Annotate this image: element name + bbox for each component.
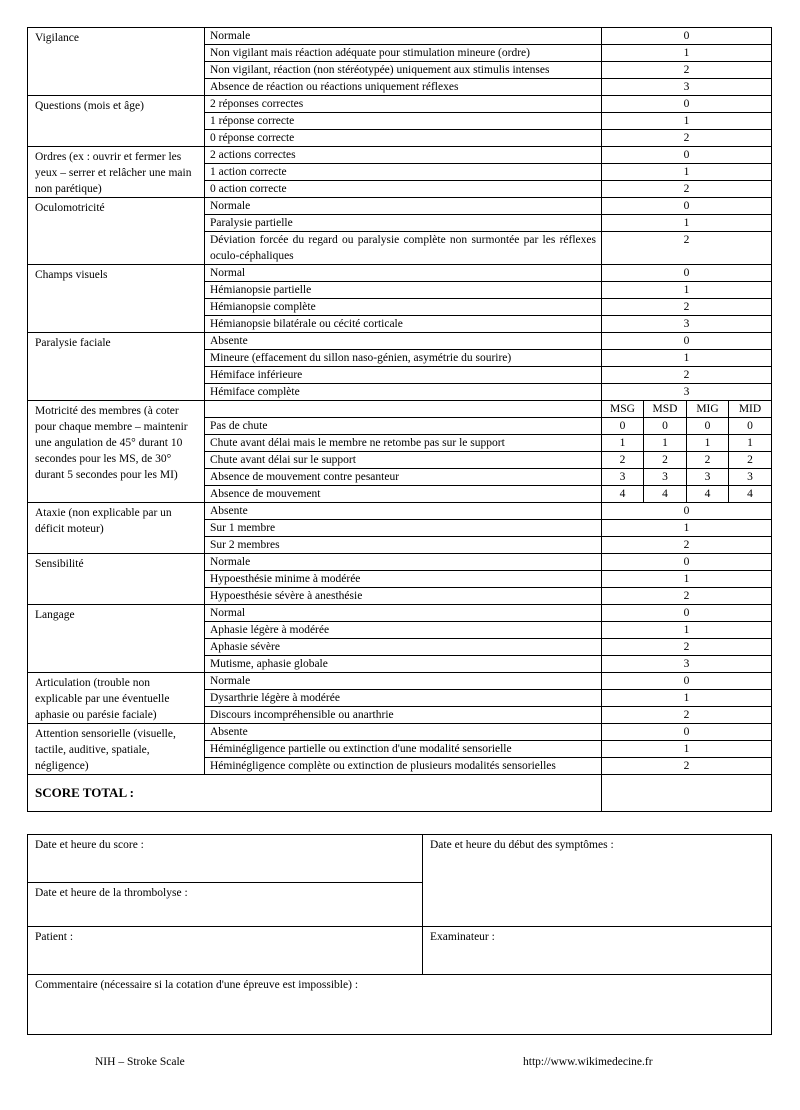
limb-header: MIG xyxy=(687,401,729,418)
limb-score[interactable]: 1 xyxy=(602,435,644,452)
limb-header: MSG xyxy=(602,401,644,418)
option-score[interactable]: 2 xyxy=(602,299,772,316)
option-description: Normal xyxy=(205,265,602,282)
score-datetime-field[interactable] xyxy=(28,835,423,883)
option-description: 1 action correcte xyxy=(205,164,602,181)
option-description: Non vigilant, réaction (non stéréotypée) uniquement aux stimulis intenses xyxy=(205,62,602,79)
option-description: Hémianopsie complète xyxy=(205,299,602,316)
criterion-label: Sensibilité xyxy=(28,554,205,605)
option-score[interactable]: 3 xyxy=(602,656,772,673)
option-description: Non vigilant mais réaction adéquate pour stimulation mineure (ordre) xyxy=(205,45,602,62)
patient-field[interactable] xyxy=(28,927,423,975)
option-score[interactable]: 0 xyxy=(602,724,772,741)
limb-score[interactable]: 3 xyxy=(687,469,729,486)
criterion-label: Oculomotricité xyxy=(28,198,205,265)
limb-score[interactable]: 2 xyxy=(644,452,687,469)
criterion-row xyxy=(28,503,772,520)
option-description: Hypoesthésie sévère à anesthésie xyxy=(205,588,602,605)
option-score[interactable]: 2 xyxy=(602,130,772,147)
option-description: Chute avant délai mais le membre ne retombe pas sur le support xyxy=(205,435,602,452)
option-description: Normale xyxy=(205,554,602,571)
criterion-row xyxy=(28,28,772,45)
criterion-label: Articulation (trouble non explicable par une éventuelle aphasie ou parésie faciale) xyxy=(28,673,205,724)
limb-score[interactable]: 3 xyxy=(602,469,644,486)
limb-score[interactable]: 1 xyxy=(687,435,729,452)
total-row xyxy=(28,775,772,812)
limb-score[interactable]: 4 xyxy=(644,486,687,503)
limb-score[interactable]: 3 xyxy=(644,469,687,486)
criterion-label: Champs visuels xyxy=(28,265,205,333)
option-score[interactable]: 3 xyxy=(602,384,772,401)
option-description: Normale xyxy=(205,673,602,690)
option-score[interactable]: 2 xyxy=(602,639,772,656)
option-score[interactable]: 1 xyxy=(602,282,772,299)
criterion-label: Ataxie (non explicable par un déficit moteur) xyxy=(28,503,205,554)
option-description: Aphasie légère à modérée xyxy=(205,622,602,639)
footer-url: http://www.wikimedecine.fr xyxy=(523,1056,653,1068)
option-description: Normal xyxy=(205,605,602,622)
limb-score[interactable]: 4 xyxy=(687,486,729,503)
option-score[interactable]: 1 xyxy=(602,571,772,588)
option-description: Hémianopsie bilatérale ou cécité corticale xyxy=(205,316,602,333)
criterion-row xyxy=(28,605,772,622)
criterion-row xyxy=(28,198,772,215)
criterion-row xyxy=(28,265,772,282)
option-score[interactable]: 0 xyxy=(602,198,772,215)
option-score[interactable]: 2 xyxy=(602,181,772,198)
option-score[interactable]: 2 xyxy=(602,232,772,265)
option-description: Chute avant délai sur le support xyxy=(205,452,602,469)
option-score[interactable]: 1 xyxy=(602,215,772,232)
option-description: 2 réponses correctes xyxy=(205,96,602,113)
limb-score[interactable]: 2 xyxy=(687,452,729,469)
exam-info-table xyxy=(27,834,772,1035)
option-description: Absence de réaction ou réactions uniquement réflexes xyxy=(205,79,602,96)
limb-score[interactable]: 1 xyxy=(644,435,687,452)
examiner-label: Examinateur : xyxy=(430,931,495,943)
option-score[interactable]: 1 xyxy=(602,113,772,130)
criterion-label: Questions (mois et âge) xyxy=(28,96,205,147)
option-score[interactable]: 3 xyxy=(602,79,772,96)
criterion-row xyxy=(28,673,772,690)
option-score[interactable]: 1 xyxy=(602,350,772,367)
limb-score[interactable]: 0 xyxy=(729,418,772,435)
criterion-row xyxy=(28,333,772,350)
option-score[interactable]: 2 xyxy=(602,758,772,775)
option-description: Aphasie sévère xyxy=(205,639,602,656)
limb-score[interactable]: 0 xyxy=(644,418,687,435)
limb-score[interactable]: 2 xyxy=(602,452,644,469)
option-score[interactable]: 2 xyxy=(602,62,772,79)
criterion-label: Vigilance xyxy=(28,28,205,96)
option-score[interactable]: 1 xyxy=(602,45,772,62)
limb-score[interactable]: 2 xyxy=(729,452,772,469)
criterion-row xyxy=(28,554,772,571)
nihss-score-table xyxy=(27,27,772,812)
option-description: Absence de mouvement contre pesanteur xyxy=(205,469,602,486)
option-description: Mineure (effacement du sillon naso-génien, asymétrie du sourire) xyxy=(205,350,602,367)
option-description: Pas de chute xyxy=(205,418,602,435)
criterion-label: Attention sensorielle (visuelle, tactile, auditive, spatiale, négligence) xyxy=(28,724,205,775)
option-description: 0 réponse correcte xyxy=(205,130,602,147)
patient-label: Patient : xyxy=(35,931,74,943)
option-description: Hémiface complète xyxy=(205,384,602,401)
option-score[interactable]: 1 xyxy=(602,741,772,758)
criterion-label: Motricité des membres (à coter pour chaque membre – maintenir une angulation de 45° durant 10 secondes pour les MS, de 30° durant 5 secondes pour les MI) xyxy=(28,401,205,503)
option-score[interactable]: 3 xyxy=(602,316,772,333)
option-description: 1 réponse correcte xyxy=(205,113,602,130)
limb-header: MID xyxy=(729,401,772,418)
criterion-label: Ordres (ex : ouvrir et fermer les yeux – serrer et relâcher une main non parétique) xyxy=(28,147,205,198)
option-score[interactable]: 0 xyxy=(602,96,772,113)
option-score[interactable]: 0 xyxy=(602,673,772,690)
option-score[interactable]: 1 xyxy=(602,164,772,181)
option-description: Absente xyxy=(205,333,602,350)
option-description: Mutisme, aphasie globale xyxy=(205,656,602,673)
option-description: Sur 1 membre xyxy=(205,520,602,537)
option-score[interactable]: 1 xyxy=(602,520,772,537)
option-score[interactable]: 0 xyxy=(602,28,772,45)
option-description: Normale xyxy=(205,28,602,45)
criterion-row xyxy=(28,96,772,113)
option-description: Discours incompréhensible ou anarthrie xyxy=(205,707,602,724)
criterion-row xyxy=(28,147,772,164)
option-score[interactable]: 0 xyxy=(602,147,772,164)
thrombolysis-datetime-label: Date et heure de la thrombolyse : xyxy=(35,887,188,899)
option-description: Héminégligence complète ou extinction de plusieurs modalités sensorielles xyxy=(205,758,602,775)
limb-score[interactable]: 3 xyxy=(729,469,772,486)
total-label: SCORE TOTAL : xyxy=(28,775,602,812)
option-description: Hypoesthésie minime à modérée xyxy=(205,571,602,588)
footer-title: NIH – Stroke Scale xyxy=(95,1056,185,1068)
limb-score[interactable]: 0 xyxy=(687,418,729,435)
limb-score[interactable]: 4 xyxy=(729,486,772,503)
limb-header: MSD xyxy=(644,401,687,418)
option-description: Dysarthrie légère à modérée xyxy=(205,690,602,707)
motor-header-row xyxy=(28,401,772,418)
option-description: 0 action correcte xyxy=(205,181,602,198)
option-description: Absente xyxy=(205,503,602,520)
option-score[interactable]: 2 xyxy=(602,537,772,554)
option-description: Déviation forcée du regard ou paralysie complète non surmontée par les réflexes oculo-céphaliques xyxy=(205,232,602,265)
option-score[interactable]: 0 xyxy=(602,265,772,282)
option-score[interactable]: 2 xyxy=(602,588,772,605)
onset-datetime-field[interactable] xyxy=(423,835,772,927)
option-description: Hémiface inférieure xyxy=(205,367,602,384)
limb-score[interactable]: 0 xyxy=(602,418,644,435)
score-datetime-label: Date et heure du score : xyxy=(35,839,144,851)
comment-field[interactable] xyxy=(28,975,772,1035)
option-score[interactable]: 0 xyxy=(602,554,772,571)
total-score-field[interactable] xyxy=(602,775,772,812)
comment-label: Commentaire (nécessaire si la cotation d'une épreuve est impossible) : xyxy=(35,979,359,991)
option-description: Absence de mouvement xyxy=(205,486,602,503)
option-description: Hémianopsie partielle xyxy=(205,282,602,299)
motor-header-blank xyxy=(205,401,602,418)
option-description: Paralysie partielle xyxy=(205,215,602,232)
option-score[interactable]: 0 xyxy=(602,503,772,520)
limb-score[interactable]: 4 xyxy=(602,486,644,503)
option-score[interactable]: 2 xyxy=(602,707,772,724)
option-description: Absente xyxy=(205,724,602,741)
option-description: Héminégligence partielle ou extinction d'une modalité sensorielle xyxy=(205,741,602,758)
option-description: 2 actions correctes xyxy=(205,147,602,164)
option-score[interactable]: 2 xyxy=(602,367,772,384)
option-score[interactable]: 0 xyxy=(602,333,772,350)
onset-datetime-label: Date et heure du début des symptômes : xyxy=(430,839,614,851)
thrombolysis-datetime-field[interactable] xyxy=(28,883,423,927)
limb-score[interactable]: 1 xyxy=(729,435,772,452)
option-score[interactable]: 1 xyxy=(602,622,772,639)
option-score[interactable]: 0 xyxy=(602,605,772,622)
examiner-field[interactable] xyxy=(423,927,772,975)
criterion-label: Paralysie faciale xyxy=(28,333,205,401)
option-score[interactable]: 1 xyxy=(602,690,772,707)
option-description: Normale xyxy=(205,198,602,215)
option-description: Sur 2 membres xyxy=(205,537,602,554)
criterion-row xyxy=(28,724,772,741)
criterion-label: Langage xyxy=(28,605,205,673)
